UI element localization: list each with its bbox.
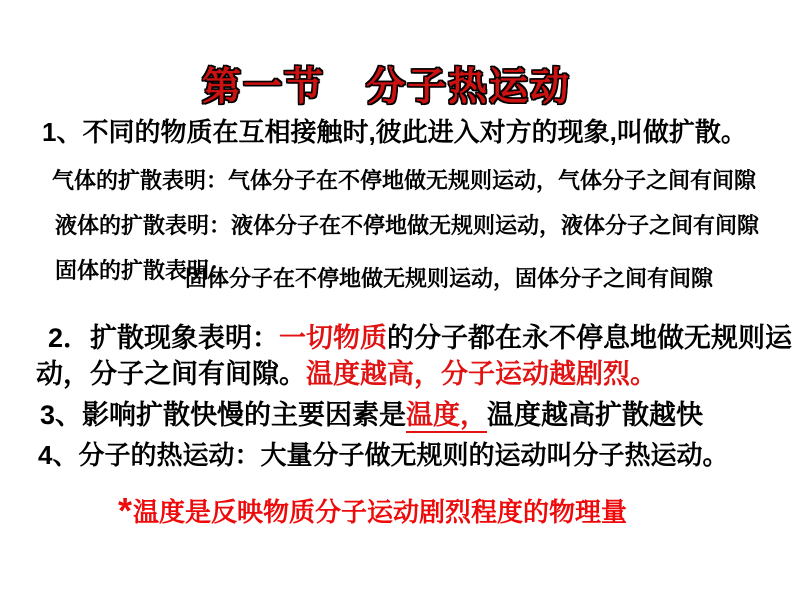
point-3-intro: 3、影响扩散快慢的主要因素是 — [40, 400, 407, 430]
point-3-highlight-temperature: 温度， — [406, 400, 487, 433]
point-2-line-1 — [48, 316, 792, 355]
footnote-temperature-note — [118, 492, 627, 529]
liquid-diffusion-line — [55, 209, 759, 240]
point-3-diffusion-speed — [40, 393, 703, 432]
liquid-diffusion-label: 液体的扩散表明： — [55, 213, 232, 238]
footnote-text: 温度是反映物质分子运动剧烈程度的物理量 — [133, 497, 628, 527]
gas-diffusion-label: 气体的扩散表明： — [52, 168, 229, 193]
point-2-line-2 — [36, 352, 657, 391]
point-4-thermal-motion-definition: 4、分子的热运动：大量分子做无规则的运动叫分子热运动。 — [38, 440, 729, 470]
solid-diffusion-text: 固体分子在不停地做无规则运动，固体分子之间有间隙 — [185, 266, 714, 291]
point-2-highlight-all-matter: 一切物质 — [279, 323, 388, 353]
solid-diffusion-label: 固体的扩散表明： — [55, 258, 232, 283]
point-2-body: 的分子都在永不停息地做无规则运 — [387, 323, 793, 353]
liquid-diffusion-text: 液体分子在不停地做无规则运动，液体分子之间有间隙 — [231, 213, 760, 238]
gas-diffusion-line — [52, 164, 756, 195]
point-2-highlight-temperature: 温度越高，分子运动越剧烈。 — [306, 359, 657, 389]
point-1-diffusion-definition: 1、不同的物质在互相接触时,彼此进入对方的现象,叫做扩散。 — [42, 117, 747, 147]
point-2-intro: 2．扩散现象表明： — [48, 323, 280, 353]
slide-title: 第一节 分子热运动 — [202, 66, 572, 109]
gas-diffusion-text: 气体分子在不停地做无规则运动，气体分子之间有间隙 — [228, 168, 757, 193]
footnote-asterisk: * — [118, 490, 133, 531]
point-3-ending: 温度越高扩散越快 — [487, 400, 704, 430]
point-2-body-continued: 动，分子之间有间隙。 — [36, 359, 306, 389]
